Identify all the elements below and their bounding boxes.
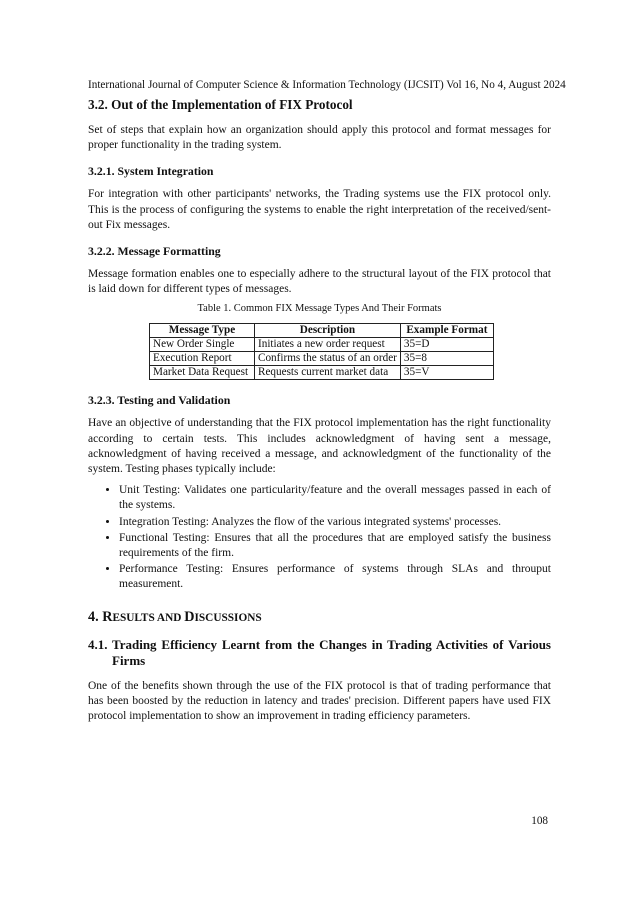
list-item: • Integration Testing: Analyzes the flow of the various integrated systems' processes. (119, 515, 551, 530)
section-4-1-heading-text: Trading Efficiency Learnt from the Changes in Trading Activities of Various Firms (112, 636, 551, 668)
main-content (88, 96, 551, 735)
section-4-1-text: One of the benefits shown through the use of the FIX protocol is that of trading performance that has been boosted by the reduction in latency and trades' precision. Different papers have used FIX protocol implementation to show an improvement in trading efficiency parameters. (88, 679, 551, 723)
section-3-2-2-title: 3.2.2. Message Formatting (88, 244, 221, 259)
column-header: Description (255, 324, 401, 338)
section-4-title (88, 608, 551, 627)
message-types-table (149, 323, 494, 380)
section-4-d-cap: D (184, 608, 195, 625)
list-item: • Functional Testing: Ensures that all the procedures that are employed satisfy the business requirements of the firm. (119, 531, 551, 561)
journal-header: International Journal of Computer Science & Information Technology (IJCSIT) Vol 16, No 4, August 2024 (88, 79, 566, 91)
testing-phases-list (88, 483, 551, 592)
section-3-2-3-title: 3.2.3. Testing and Validation (88, 393, 231, 408)
section-3-2-intro: Set of steps that explain how an organization should apply this protocol and format messages for proper functionality in the trading system. (88, 124, 551, 152)
column-header: Message Type (150, 324, 255, 338)
table-cell: New Order Single (150, 338, 255, 352)
section-4-1-title (88, 637, 551, 669)
section-3-2-title: 3.2. Out of the Implementation of FIX Protocol (88, 97, 353, 112)
section-4-1-number: 4.1. (88, 636, 108, 652)
page-number: 108 (531, 815, 548, 827)
section-4-r-rest: ESULTS AND (112, 611, 185, 624)
section-3-2-2-text: Message formation enables one to especially adhere to the structural layout of the FIX protocol that is laid down for different types of messages. (88, 268, 551, 296)
table-caption: Table 1. Common FIX Message Types And Their Formats (197, 303, 442, 315)
list-item: • Performance Testing: Ensures performance of systems through SLAs and throuput measurement. (119, 562, 551, 592)
table-row (150, 366, 494, 380)
column-header: Example Format (400, 324, 493, 338)
table-cell: 35=V (400, 366, 493, 380)
list-item: • Unit Testing: Validates one particularity/feature and the overall messages passed in each of the systems. (119, 483, 551, 513)
section-3-2-1-title: 3.2.1. System Integration (88, 164, 214, 179)
section-3-2-3-text: Have an objective of understanding that the FIX protocol implementation has the right functionality according to certain tests. This includes acknowledgment of having sent a message, acknowledgment of having received a message, and acknowledgment of the functionality of the system. Testing phases typically include: (88, 417, 551, 476)
table-cell: Market Data Request (150, 366, 255, 380)
section-4-number: 4. (88, 608, 103, 625)
table-header-row (150, 324, 494, 338)
table-cell: Initiates a new order request (255, 338, 401, 352)
table-cell: Execution Report (150, 352, 255, 366)
table-row (150, 338, 494, 352)
section-4-r-cap: R (102, 608, 113, 625)
table-row (150, 352, 494, 366)
section-4-d-rest: ISCUSSIONS (194, 611, 262, 624)
table-cell: Confirms the status of an order (255, 352, 401, 366)
table-cell: 35=8 (400, 352, 493, 366)
table-cell: Requests current market data (255, 366, 401, 380)
section-3-2-1-text: For integration with other participants' networks, the Trading systems use the FIX protocol only. This is the process of configuring the systems to enable the right interpretation of the received/sent-out Fix messages. (88, 188, 551, 231)
table-cell: 35=D (400, 338, 493, 352)
